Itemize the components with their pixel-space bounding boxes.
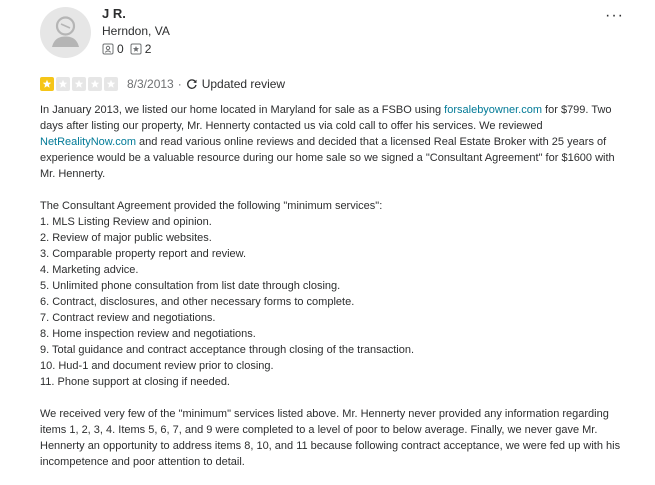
star-empty-icon xyxy=(88,77,102,91)
paragraph-text: and read various online reviews and decided that a licensed Real Estate Broker with 25 years of experience would be a valuable resource during our home sale so we signed a "Consultant Agreement" for $1600 with Mr. Hennerty. xyxy=(40,136,615,180)
star-empty-icon xyxy=(104,77,118,91)
updated-review-link[interactable] xyxy=(186,77,285,91)
service-item: 1. MLS Listing Review and opinion. xyxy=(40,216,212,228)
reviewer-location: Herndon, VA xyxy=(102,24,170,38)
star-empty-icon xyxy=(72,77,86,91)
service-item: 11. Phone support at closing if needed. xyxy=(40,376,230,388)
star-rating xyxy=(40,77,120,91)
review-text xyxy=(40,102,630,470)
friends-count: 0 xyxy=(117,42,124,56)
service-item: 6. Contract, disclosures, and other necessary forms to complete. xyxy=(40,296,355,308)
reviews-stat xyxy=(130,42,152,56)
paragraph-text: In January 2013, we listed our home located in Maryland for sale as a FSBO using xyxy=(40,104,445,116)
updated-review-label: Updated review xyxy=(201,77,286,91)
separator: · xyxy=(177,77,182,91)
star-filled-icon xyxy=(40,77,54,91)
review-paragraph-3: We received very few of the "minimum" services listed above. Mr. Hennerty never provided any information regarding items 1, 2, 3, 4. Items 5, 6, 7, and 9 were completed to a level of poor to below average. Finally, we never gave Mr. Hennerty an opportunity to address items 8, 10, and 11 because following contract acceptance, we were fed up with his incompetence and poor attention to detail. xyxy=(40,408,621,468)
review-star-icon xyxy=(130,43,142,55)
paragraph-gap xyxy=(40,390,630,406)
star-empty-icon xyxy=(56,77,70,91)
netrealitynow-link[interactable]: NetRealityNow.com xyxy=(40,136,136,148)
more-options-button[interactable]: ··· xyxy=(605,7,624,24)
services-intro: The Consultant Agreement provided the following "minimum services": xyxy=(40,200,383,212)
service-item: 3. Comparable property report and review. xyxy=(40,248,247,260)
reviewer-stats xyxy=(102,42,157,56)
reviewer-name[interactable]: J R. xyxy=(102,6,126,21)
default-user-icon xyxy=(40,7,91,58)
service-item: 10. Hud-1 and document review prior to closing. xyxy=(40,360,274,372)
refresh-icon xyxy=(186,78,198,90)
avatar[interactable] xyxy=(40,7,91,58)
service-item: 9. Total guidance and contract acceptance through closing of the transaction. xyxy=(40,344,415,356)
paragraph-text: for $799. Two days after listing our property, Mr. Hennerty contacted us via cold call to offer his services. We reviewed xyxy=(40,104,612,132)
forsalebyowner-link[interactable]: forsalebyowner.com xyxy=(444,104,542,116)
service-item: 4. Marketing advice. xyxy=(40,264,139,276)
service-item: 7. Contract review and negotiations. xyxy=(40,312,216,324)
reviews-count: 2 xyxy=(144,42,152,56)
rating-row xyxy=(40,77,285,91)
service-item: 2. Review of major public websites. xyxy=(40,232,212,244)
review-date: 8/3/2013 xyxy=(127,77,174,91)
review-paragraph-1 xyxy=(40,102,630,182)
services-list xyxy=(40,214,630,390)
service-item: 8. Home inspection review and negotiations. xyxy=(40,328,256,340)
service-item: 5. Unlimited phone consultation from list date through closing. xyxy=(40,280,341,292)
friends-stat xyxy=(102,42,124,56)
friends-icon xyxy=(102,43,114,55)
paragraph-gap xyxy=(40,182,630,198)
